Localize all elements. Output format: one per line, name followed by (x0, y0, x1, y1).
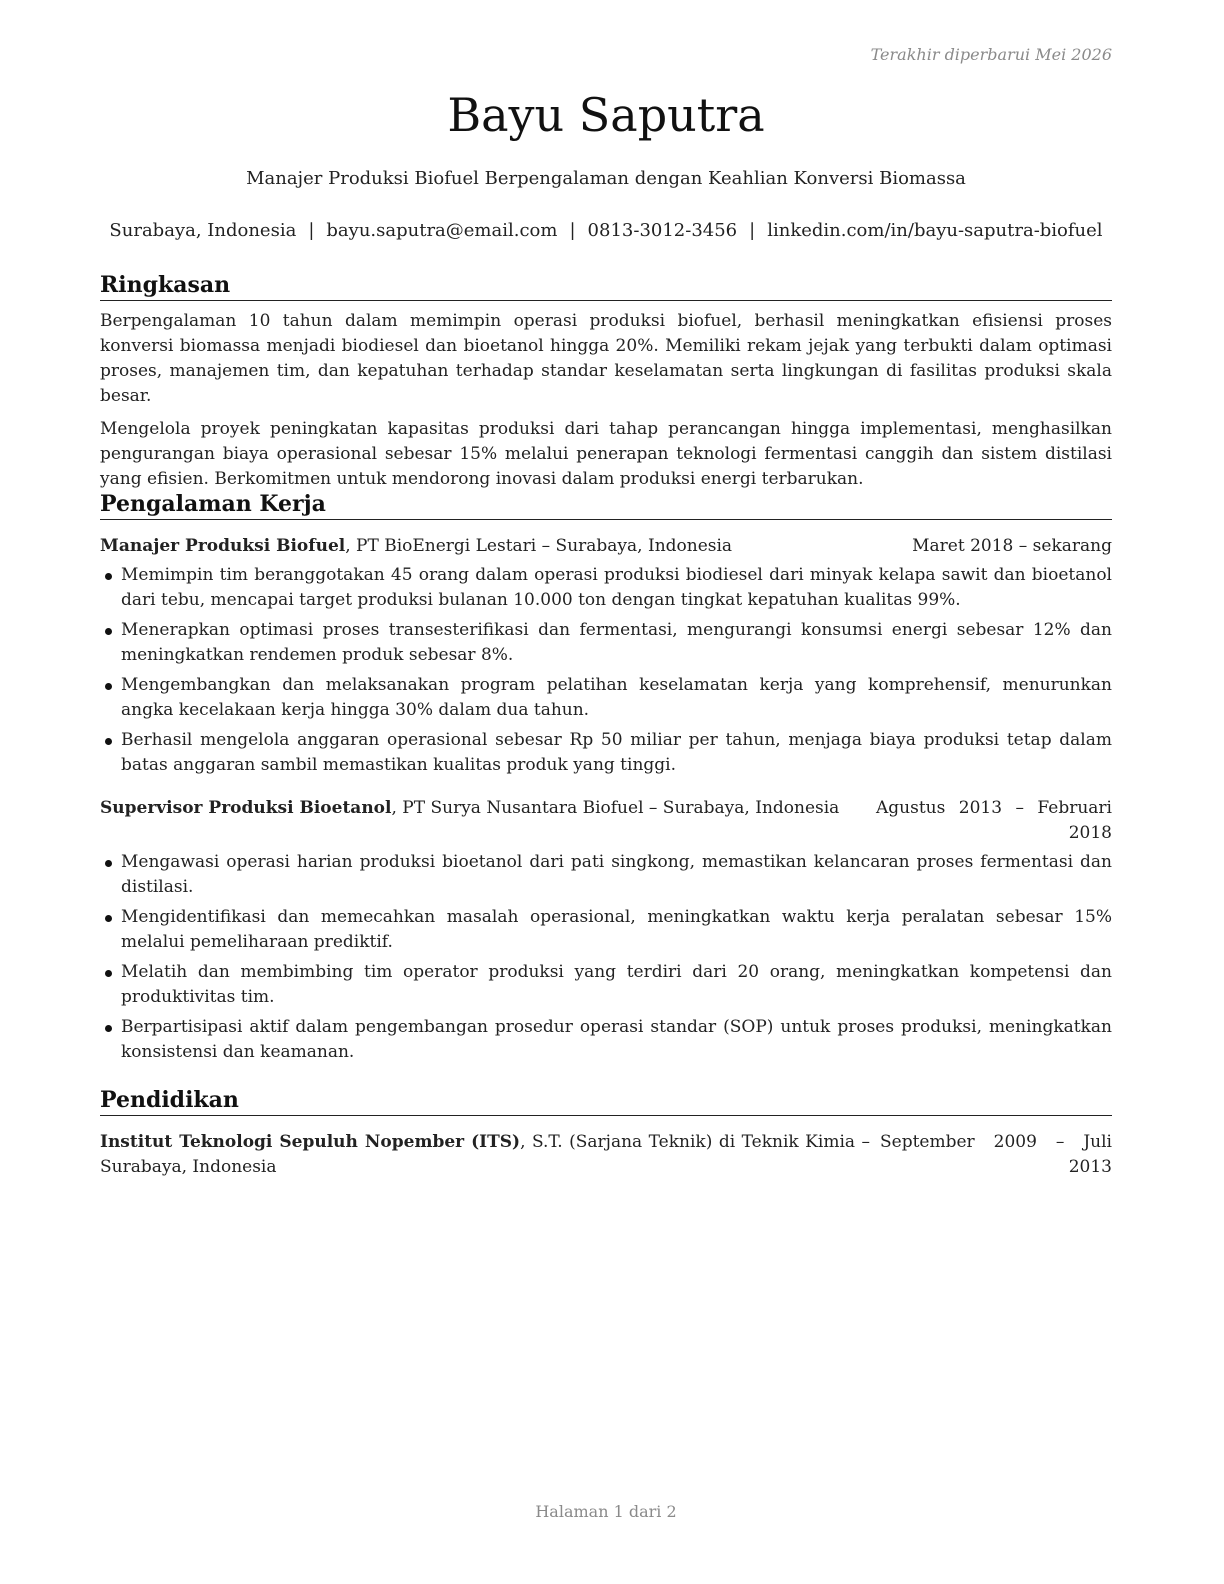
education-entry (100, 1130, 1112, 1180)
job-title-line (100, 534, 892, 559)
summary-paragraph: Berpengalaman 10 tahun dalam memimpin operasi produksi biofuel, berhasil meningkatkan efisiensi proses konversi biomassa menjadi biodiesel dan bioetanol hingga 20%. Memiliki rekam jejak yang terbukti dalam optimasi proses, manajemen tim, dan kepatuhan terhadap standar keselamatan serta lingkungan di fasilitas produksi skala besar. (100, 311, 1112, 406)
job-header (100, 796, 1112, 846)
education-dates: September 2009 – Juli 2013 (880, 1132, 1112, 1177)
last-updated-note: Terakhir diperbarui Mei 2026 (870, 45, 1112, 64)
job-company: , PT BioEnergi Lestari – Surabaya, Indonesia (345, 536, 733, 556)
job-company: , PT Surya Nusantara Biofuel – Surabaya, Indonesia (391, 798, 840, 818)
list-item: Berhasil mengelola anggaran operasional sebesar Rp 50 miliar per tahun, menjaga biaya produksi tetap dalam batas anggaran sambil memastikan kualitas produk yang tinggi. (100, 728, 1112, 778)
list-item: Mengembangkan dan melaksanakan program pelatihan keselamatan kerja yang komprehensif, menurunkan angka kecelakaan kerja hingga 30% dalam dua tahun. (100, 673, 1112, 723)
candidate-tagline: Manajer Produksi Biofuel Berpengalaman dengan Keahlian Konversi Biomassa (246, 168, 966, 189)
page-number: Halaman 1 dari 2 (535, 1502, 677, 1521)
job-role: Manajer Produksi Biofuel (100, 536, 346, 556)
job-entry (100, 534, 1112, 778)
contact-email[interactable]: bayu.saputra@email.com (326, 220, 558, 241)
contact-separator: | (749, 220, 756, 241)
job-bullets (100, 850, 1112, 1065)
contact-line (100, 220, 1112, 241)
education-details (100, 1130, 870, 1180)
candidate-name: Bayu Saputra (447, 88, 765, 142)
resume-page (100, 0, 1112, 1584)
list-item: Mengawasi operasi harian produksi bioetanol dari pati singkong, memastikan kelancaran proses fermentasi dan distilasi. (100, 850, 1112, 900)
job-bullets (100, 563, 1112, 778)
job-header (100, 534, 1112, 559)
list-item: Mengidentifikasi dan memecahkan masalah operasional, meningkatkan waktu kerja peralatan sebesar 15% melalui pemeliharaan prediktif. (100, 905, 1112, 955)
education-section (100, 1086, 1112, 1180)
job-dates: Maret 2018 – sekarang (912, 536, 1112, 556)
education-school: Institut Teknologi Sepuluh Nopember (ITS) (100, 1132, 521, 1152)
list-item: Memimpin tim beranggotakan 45 orang dalam operasi produksi biodiesel dari minyak kelapa sawit dan bioetanol dari tebu, mencapai target produksi bulanan 10.000 ton dengan tingkat kepatuhan kualitas 99%. (100, 563, 1112, 613)
contact-separator: | (308, 220, 315, 241)
job-entry (100, 796, 1112, 1065)
contact-phone[interactable]: 0813-3012-3456 (587, 220, 738, 241)
list-item: Berpartisipasi aktif dalam pengembangan prosedur operasi standar (SOP) untuk proses produksi, meningkatkan konsistensi dan keamanan. (100, 1015, 1112, 1065)
contact-location: Surabaya, Indonesia (109, 220, 297, 241)
contact-linkedin[interactable]: linkedin.com/in/bayu-saputra-biofuel (767, 220, 1103, 241)
list-item: Melatih dan membimbing tim operator produksi yang terdiri dari 20 orang, meningkatkan kompetensi dan produktivitas tim. (100, 960, 1112, 1010)
job-title-line (100, 796, 856, 846)
summary-section (100, 271, 1112, 492)
job-role: Supervisor Produksi Bioetanol (100, 798, 392, 818)
list-item: Menerapkan optimasi proses transesterifikasi dan fermentasi, mengurangi konsumsi energi sebesar 12% dan meningkatkan rendemen produk sebesar 8%. (100, 618, 1112, 668)
contact-separator: | (569, 220, 576, 241)
education-title: Pendidikan (100, 1086, 1112, 1116)
summary-title: Ringkasan (100, 271, 1112, 301)
job-dates: Agustus 2013 – Februari 2018 (876, 798, 1112, 843)
education-degree: , S.T. (Sarjana Teknik) di Teknik Kimia – Surabaya, Indonesia (100, 1132, 870, 1177)
summary-paragraph: Mengelola proyek peningkatan kapasitas produksi dari tahap perancangan hingga implementasi, menghasilkan pengurangan biaya operasional sebesar 15% melalui penerapan teknologi fermentasi canggih dan sistem distilasi yang efisien. Berkomitmen untuk mendorong inovasi dalam produksi energi terbarukan. (100, 419, 1112, 489)
experience-title: Pengalaman Kerja (100, 490, 1112, 520)
experience-section (100, 490, 1112, 1070)
